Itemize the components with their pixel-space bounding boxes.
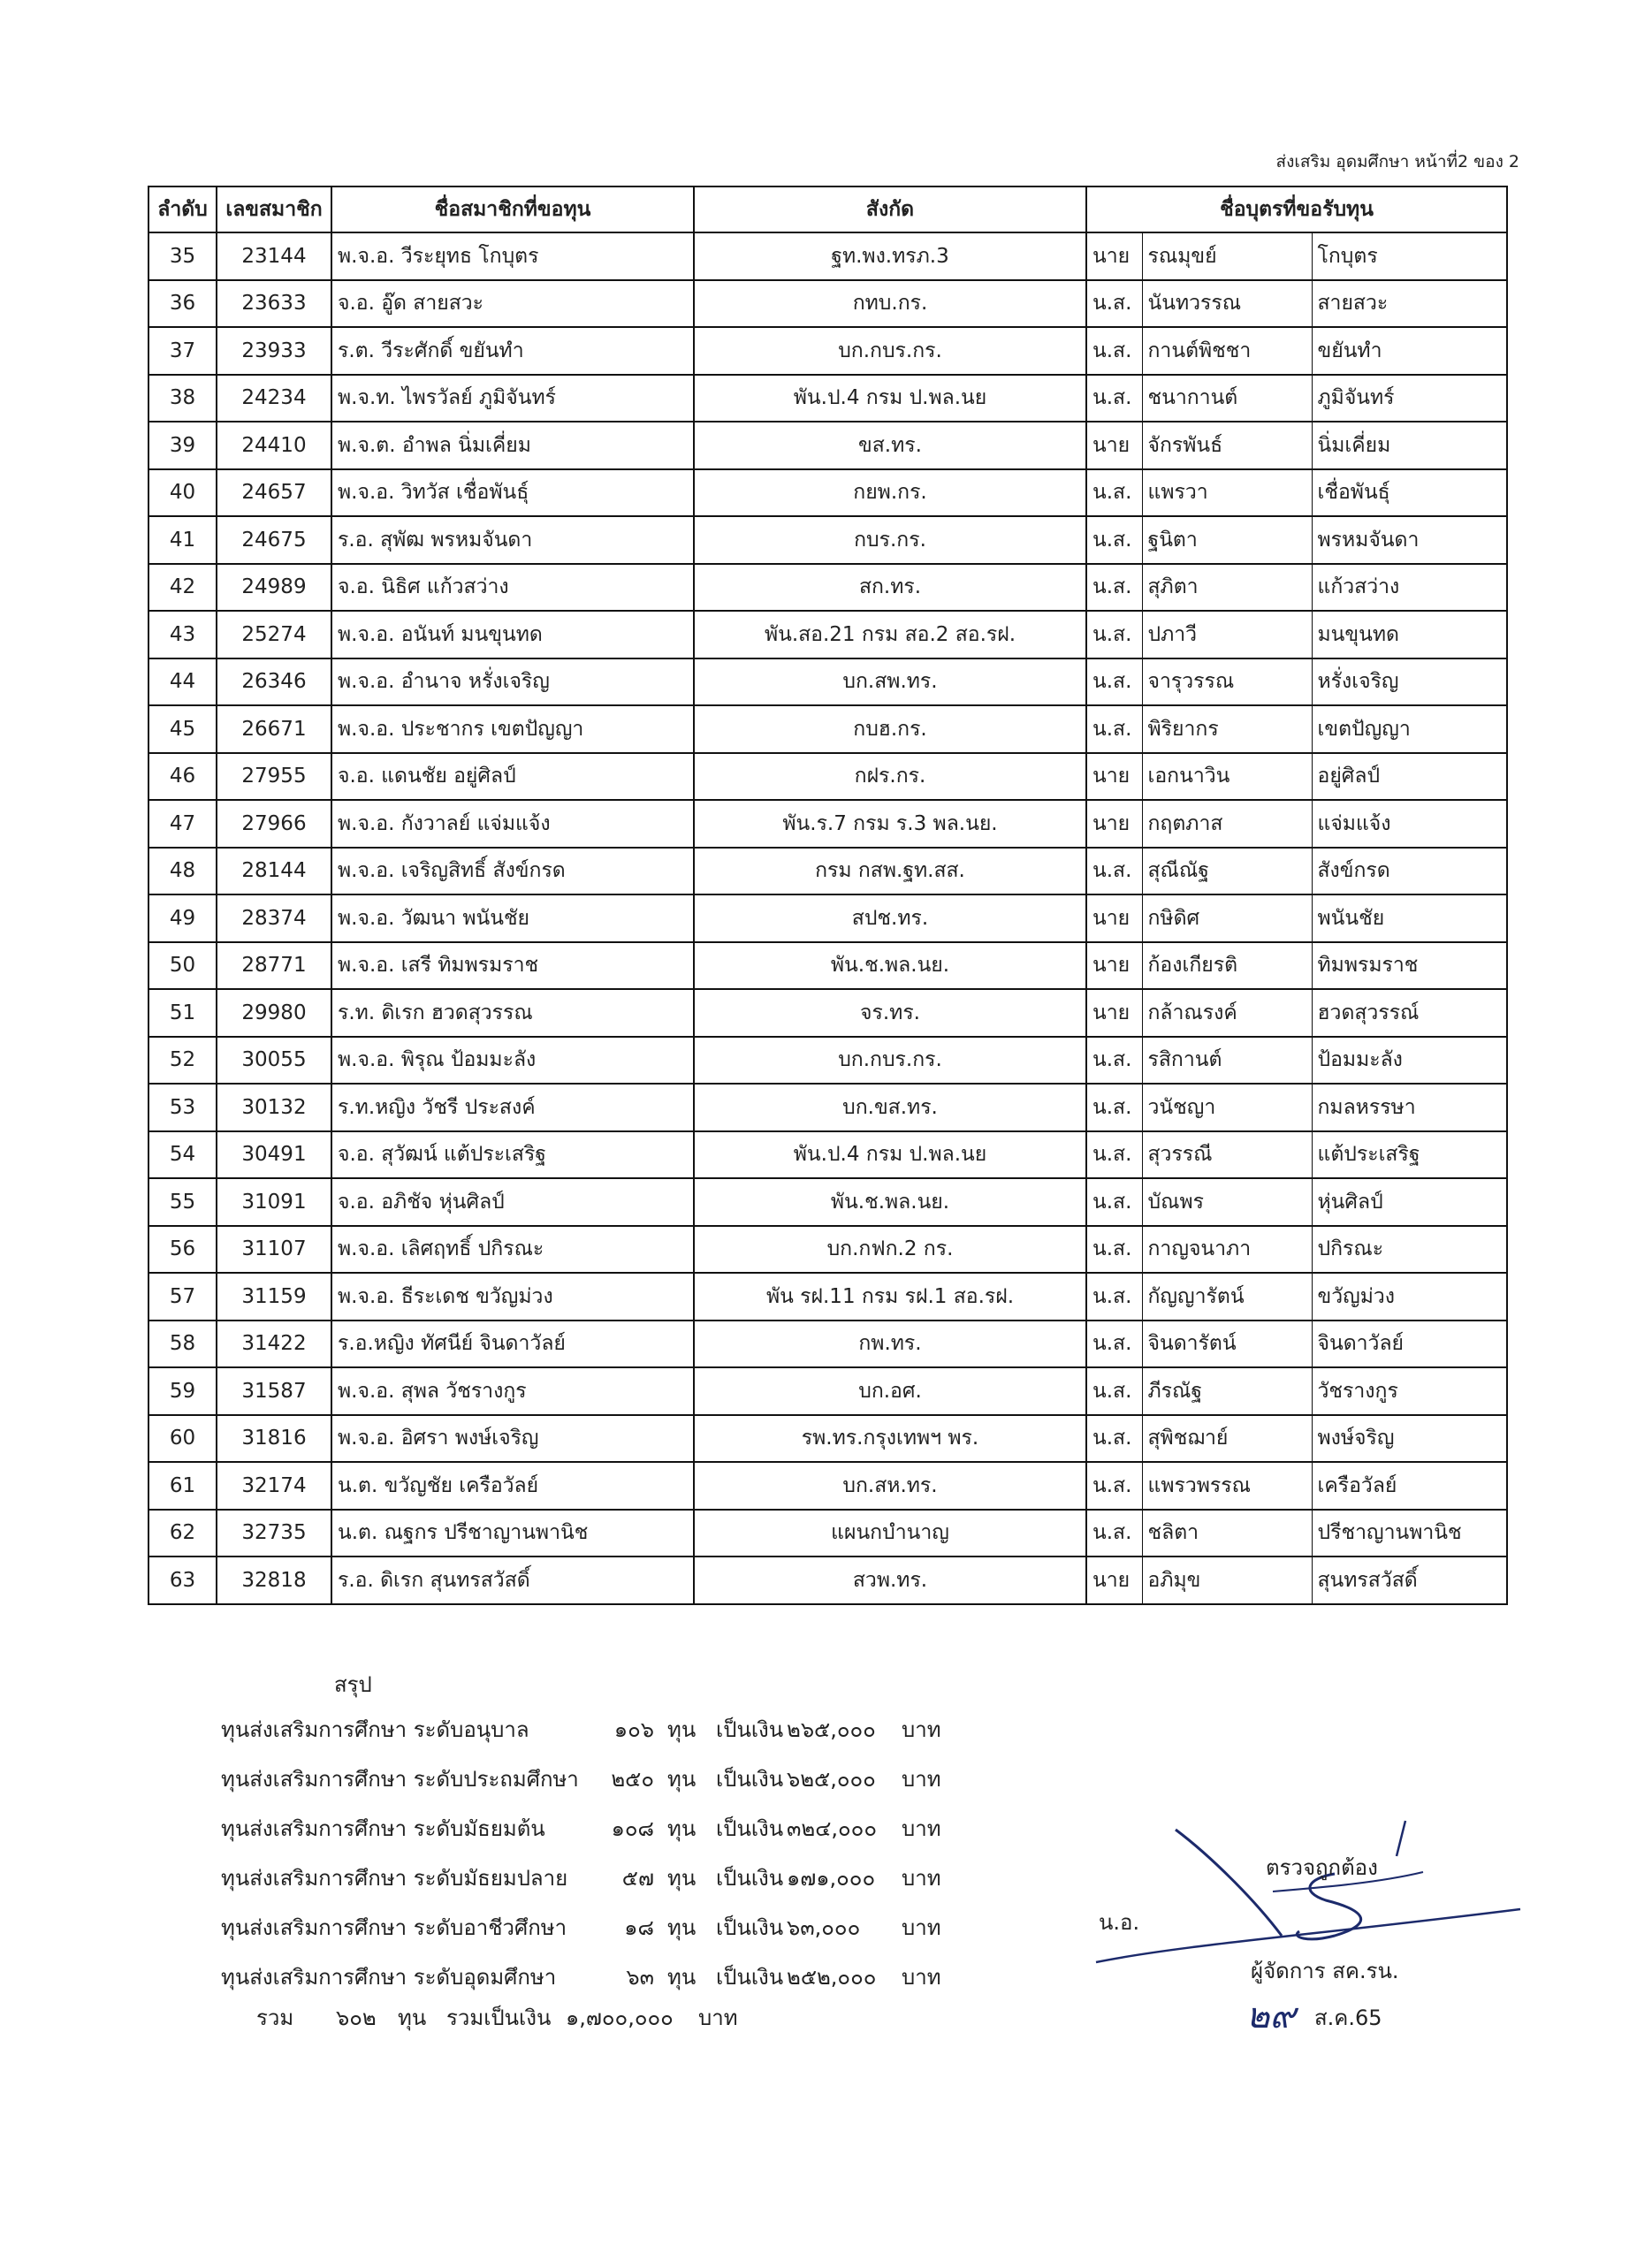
cell-order: 37 [148, 327, 217, 375]
cell-child-last-name: ขยันทำ [1312, 327, 1507, 375]
cell-child-title: น.ส. [1086, 611, 1142, 658]
cell-unit: พัน.ช.พล.นย. [694, 1178, 1086, 1226]
cell-unit: บก.สพ.ทร. [694, 658, 1086, 706]
cell-child-title: น.ส. [1086, 375, 1142, 422]
header-child-name: ชื่อบุตรที่ขอรับทุน [1086, 186, 1507, 232]
cell-order: 54 [148, 1131, 217, 1179]
cell-member-no: 30491 [217, 1131, 331, 1179]
cell-member-no: 31091 [217, 1178, 331, 1226]
cell-order: 55 [148, 1178, 217, 1226]
summary-amount: ๖๒๕,๐๐๐ [787, 1767, 876, 1792]
cell-order: 60 [148, 1415, 217, 1463]
cell-unit: สวพ.ทร. [694, 1557, 1086, 1604]
cell-child-first-name: ฐนิตา [1142, 516, 1312, 564]
cell-child-first-name: สุพิชฌาย์ [1142, 1415, 1312, 1463]
cell-child-last-name: ปกิรณะ [1312, 1226, 1507, 1274]
cell-child-title: นาย [1086, 800, 1142, 848]
summary-as: เป็นเงิน [716, 1915, 784, 1940]
table-row [148, 705, 1507, 753]
cell-child-last-name: ปรีชาญานพานิช [1312, 1510, 1507, 1557]
cell-child-last-name: พรหมจันดา [1312, 516, 1507, 564]
cell-member-name: ร.อ. ดิเรก สุนทรสวัสดิ์ [331, 1557, 694, 1604]
cell-member-no: 28374 [217, 894, 331, 942]
cell-member-no: 26671 [217, 705, 331, 753]
cell-child-title: น.ส. [1086, 327, 1142, 375]
cell-child-first-name: จักรพันธ์ [1142, 422, 1312, 469]
cell-member-no: 24675 [217, 516, 331, 564]
cell-child-first-name: แพรวา [1142, 469, 1312, 517]
signer-position: ผู้จัดการ สค.รน. [1251, 1959, 1399, 1983]
cell-order: 53 [148, 1084, 217, 1131]
summary-as: เป็นเงิน [716, 1767, 784, 1792]
cell-child-last-name: เครือวัลย์ [1312, 1462, 1507, 1510]
summary-amount: ๑๗๑,๐๐๐ [787, 1866, 876, 1891]
cell-unit: พัน.ช.พล.นย. [694, 942, 1086, 990]
cell-unit: สปช.ทร. [694, 894, 1086, 942]
cell-child-last-name: จินดาวัลย์ [1312, 1321, 1507, 1368]
cell-member-no: 29980 [217, 989, 331, 1037]
cell-child-first-name: สุวรรณี [1142, 1131, 1312, 1179]
cell-child-title: น.ส. [1086, 1226, 1142, 1274]
cell-unit: บก.กบร.กร. [694, 327, 1086, 375]
table-body [148, 232, 1507, 1604]
cell-child-title: นาย [1086, 232, 1142, 280]
cell-member-name: พ.จ.อ. วัฒนา พนันชัย [331, 894, 694, 942]
cell-child-first-name: ก้องเกียรติ [1142, 942, 1312, 990]
cell-child-title: น.ส. [1086, 1037, 1142, 1085]
cell-child-first-name: จินดารัตน์ [1142, 1321, 1312, 1368]
cell-child-title: น.ส. [1086, 1462, 1142, 1510]
cell-child-first-name: เอกนาวิน [1142, 753, 1312, 801]
cell-unit: พัน.ป.4 กรม ป.พล.นย [694, 1131, 1086, 1179]
header-unit: สังกัด [694, 186, 1086, 232]
table-row [148, 1131, 1507, 1179]
cell-member-no: 23144 [217, 232, 331, 280]
cell-order: 57 [148, 1273, 217, 1321]
cell-unit: กยพ.กร. [694, 469, 1086, 517]
cell-unit: ขส.ทร. [694, 422, 1086, 469]
cell-order: 48 [148, 848, 217, 895]
cell-child-title: น.ส. [1086, 848, 1142, 895]
cell-child-last-name: กมลหรรษา [1312, 1084, 1507, 1131]
cell-child-first-name: รณมุขย์ [1142, 232, 1312, 280]
cell-child-title: น.ส. [1086, 1415, 1142, 1463]
cell-member-no: 30055 [217, 1037, 331, 1085]
cell-member-no: 24989 [217, 564, 331, 612]
summary-unit: ทุน [667, 1915, 697, 1940]
signer-rank: น.อ. [1099, 1910, 1140, 1935]
cell-child-last-name: เขตปัญญา [1312, 705, 1507, 753]
cell-unit: พัน.ป.4 กรม ป.พล.นย [694, 375, 1086, 422]
cell-member-no: 28144 [217, 848, 331, 895]
cell-order: 49 [148, 894, 217, 942]
cell-child-last-name: พงษ์จริญ [1312, 1415, 1507, 1463]
cell-member-no: 24657 [217, 469, 331, 517]
summary-unit: ทุน [667, 1866, 697, 1891]
cell-order: 52 [148, 1037, 217, 1085]
verified-label: ตรวจถูกต้อง [1266, 1855, 1378, 1880]
cell-member-name: พ.จ.อ. เจริญสิทธิ์ สังข์กรด [331, 848, 694, 895]
cell-child-first-name: ปภาวี [1142, 611, 1312, 658]
cell-member-name: ร.ต. วีระศักดิ์ ขยันทำ [331, 327, 694, 375]
cell-child-first-name: แพรวพรรณ [1142, 1462, 1312, 1510]
table-row [148, 989, 1507, 1037]
cell-member-name: พ.จ.อ. สุพล วัชรางกูร [331, 1367, 694, 1415]
summary-currency: บาท [902, 1965, 941, 1990]
summary-currency: บาท [902, 1866, 941, 1891]
summary-unit: ทุน [667, 1965, 697, 1990]
cell-child-title: น.ส. [1086, 516, 1142, 564]
cell-unit: กฝร.กร. [694, 753, 1086, 801]
summary-count: ๖๓ [626, 1965, 654, 1990]
cell-child-last-name: อยู่ศิลป์ [1312, 753, 1507, 801]
cell-member-no: 31107 [217, 1226, 331, 1274]
cell-order: 44 [148, 658, 217, 706]
cell-member-name: พ.จ.ท. ไพรวัลย์ ภูมิจันทร์ [331, 375, 694, 422]
cell-member-name: จ.อ. สุวัฒน์ แต้ประเสริฐ [331, 1131, 694, 1179]
cell-member-no: 31587 [217, 1367, 331, 1415]
cell-child-last-name: ป้อมมะลัง [1312, 1037, 1507, 1085]
cell-order: 36 [148, 280, 217, 328]
cell-unit: พัน.ร.7 กรม ร.3 พล.นย. [694, 800, 1086, 848]
cell-child-last-name: หุ่นศิลป์ [1312, 1178, 1507, 1226]
cell-unit: พัน รฝ.11 กรม รฝ.1 สอ.รฝ. [694, 1273, 1086, 1321]
summary-label: ทุนส่งเสริมการศึกษา ระดับประถมศึกษา [221, 1767, 579, 1792]
cell-member-no: 23633 [217, 280, 331, 328]
cell-order: 38 [148, 375, 217, 422]
cell-child-first-name: กฤตภาส [1142, 800, 1312, 848]
header-member-no: เลขสมาชิก [217, 186, 331, 232]
summary-unit: ทุน [667, 1816, 697, 1841]
summary-label: ทุนส่งเสริมการศึกษา ระดับอาชีวศึกษา [221, 1915, 567, 1940]
cell-child-first-name: พิริยากร [1142, 705, 1312, 753]
table-row [148, 611, 1507, 658]
cell-unit: กบร.กร. [694, 516, 1086, 564]
summary-as: เป็นเงิน [716, 1965, 784, 1990]
cell-unit: กทบ.กร. [694, 280, 1086, 328]
cell-member-name: จ.อ. อภิชัจ หุ่นศิลป์ [331, 1178, 694, 1226]
cell-child-last-name: สายสวะ [1312, 280, 1507, 328]
table-header-row [148, 186, 1507, 232]
total-unit: ทุน [398, 2006, 427, 2030]
cell-child-title: น.ส. [1086, 280, 1142, 328]
cell-child-first-name: นันทวรรณ [1142, 280, 1312, 328]
table-row [148, 1321, 1507, 1368]
cell-child-title: น.ส. [1086, 1510, 1142, 1557]
cell-child-first-name: กานต์พิชชา [1142, 327, 1312, 375]
header-order: ลำดับ [148, 186, 217, 232]
table-row [148, 469, 1507, 517]
cell-unit: สก.ทร. [694, 564, 1086, 612]
cell-child-last-name: เชื่อพันธุ์ [1312, 469, 1507, 517]
table-row [148, 800, 1507, 848]
cell-child-first-name: กัญญารัตน์ [1142, 1273, 1312, 1321]
cell-member-no: 25274 [217, 611, 331, 658]
summary-count: ๕๗ [621, 1866, 654, 1891]
cell-member-name: พ.จ.อ. กังวาลย์ แจ่มแจ้ง [331, 800, 694, 848]
cell-unit: แผนกบำนาญ [694, 1510, 1086, 1557]
table-row [148, 1037, 1507, 1085]
cell-child-first-name: กษิดิศ [1142, 894, 1312, 942]
cell-member-name: ร.ท.หญิง วัชรี ประสงค์ [331, 1084, 694, 1131]
table-row [148, 280, 1507, 328]
cell-child-first-name: บัณพร [1142, 1178, 1312, 1226]
summary-unit: ทุน [667, 1767, 697, 1792]
cell-unit: กพ.ทร. [694, 1321, 1086, 1368]
table-row [148, 1557, 1507, 1604]
cell-child-last-name: ภูมิจันทร์ [1312, 375, 1507, 422]
cell-order: 46 [148, 753, 217, 801]
cell-child-first-name: รสิกานต์ [1142, 1037, 1312, 1085]
cell-child-first-name: กล้าณรงค์ [1142, 989, 1312, 1037]
cell-unit: บก.อศ. [694, 1367, 1086, 1415]
summary-label: ทุนส่งเสริมการศึกษา ระดับอนุบาล [221, 1717, 529, 1742]
cell-member-no: 31816 [217, 1415, 331, 1463]
cell-order: 59 [148, 1367, 217, 1415]
cell-member-name: พ.จ.ต. อำพล นิ่มเคี่ยม [331, 422, 694, 469]
cell-child-title: น.ส. [1086, 469, 1142, 517]
cell-unit: รพ.ทร.กรุงเทพฯ พร. [694, 1415, 1086, 1463]
cell-order: 58 [148, 1321, 217, 1368]
table-row [148, 1273, 1507, 1321]
cell-member-name: พ.จ.อ. เสรี ทิมพรมราช [331, 942, 694, 990]
table-row [148, 658, 1507, 706]
table-row [148, 848, 1507, 895]
table-row [148, 1226, 1507, 1274]
cell-member-no: 32818 [217, 1557, 331, 1604]
cell-child-title: น.ส. [1086, 658, 1142, 706]
cell-child-last-name: นิ่มเคี่ยม [1312, 422, 1507, 469]
table-row [148, 516, 1507, 564]
table-row [148, 1178, 1507, 1226]
cell-member-name: พ.จ.อ. อำนาจ หรั่งเจริญ [331, 658, 694, 706]
cell-unit: ฐท.พง.ทรภ.3 [694, 232, 1086, 280]
cell-child-title: น.ส. [1086, 1084, 1142, 1131]
table-row [148, 1415, 1507, 1463]
cell-member-name: จ.อ. อู๊ด สายสวะ [331, 280, 694, 328]
cell-child-first-name: สุภิตา [1142, 564, 1312, 612]
table-row [148, 1367, 1507, 1415]
summary-heading: สรุป [334, 1672, 372, 1697]
cell-child-title: นาย [1086, 989, 1142, 1037]
cell-child-last-name: หรั่งเจริญ [1312, 658, 1507, 706]
cell-child-last-name: แก้วสว่าง [1312, 564, 1507, 612]
cell-member-name: พ.จ.อ. วิทวัส เชื่อพันธุ์ [331, 469, 694, 517]
member-table [148, 186, 1508, 1605]
cell-member-name: พ.จ.อ. เลิศฤทธิ์ ปกิรณะ [331, 1226, 694, 1274]
table-row [148, 942, 1507, 990]
cell-child-title: น.ส. [1086, 1131, 1142, 1179]
summary-as: เป็นเงิน [716, 1866, 784, 1891]
summary-amount: ๓๒๔,๐๐๐ [787, 1816, 877, 1841]
cell-member-no: 32735 [217, 1510, 331, 1557]
cell-member-name: พ.จ.อ. ประชากร เขตปัญญา [331, 705, 694, 753]
cell-unit: บก.สห.ทร. [694, 1462, 1086, 1510]
cell-member-no: 27966 [217, 800, 331, 848]
cell-child-title: นาย [1086, 894, 1142, 942]
cell-order: 62 [148, 1510, 217, 1557]
cell-unit: บก.กฟก.2 กร. [694, 1226, 1086, 1274]
cell-child-last-name: แจ่มแจ้ง [1312, 800, 1507, 848]
summary-currency: บาท [902, 1816, 941, 1841]
cell-member-name: ร.ท. ดิเรก ฮวดสุวรรณ [331, 989, 694, 1037]
cell-member-name: จ.อ. นิธิศ แก้วสว่าง [331, 564, 694, 612]
cell-order: 63 [148, 1557, 217, 1604]
cell-member-no: 31159 [217, 1273, 331, 1321]
cell-child-title: นาย [1086, 753, 1142, 801]
cell-child-first-name: จารุวรรณ [1142, 658, 1312, 706]
cell-member-no: 32174 [217, 1462, 331, 1510]
cell-member-no: 28771 [217, 942, 331, 990]
table-row [148, 753, 1507, 801]
cell-member-name: น.ต. ขวัญชัย เครือวัลย์ [331, 1462, 694, 1510]
cell-child-last-name: ฮวดสุวรรณ์ [1312, 989, 1507, 1037]
summary-count: ๑๘ [624, 1915, 654, 1940]
cell-child-last-name: ขวัญม่วง [1312, 1273, 1507, 1321]
cell-order: 45 [148, 705, 217, 753]
cell-member-name: พ.จ.อ. อิศรา พงษ์เจริญ [331, 1415, 694, 1463]
summary-currency: บาท [902, 1915, 941, 1940]
date-day-handwritten: ๒๙ [1246, 1996, 1296, 2036]
cell-child-title: น.ส. [1086, 705, 1142, 753]
cell-unit: พัน.สอ.21 กรม สอ.2 สอ.รฝ. [694, 611, 1086, 658]
cell-order: 51 [148, 989, 217, 1037]
summary-label: ทุนส่งเสริมการศึกษา ระดับมัธยมปลาย [221, 1866, 568, 1891]
cell-member-no: 26346 [217, 658, 331, 706]
cell-child-first-name: กาญจนาภา [1142, 1226, 1312, 1274]
page-header: ส่งเสริม อุดมศึกษา หน้าที่2 ของ 2 [1275, 152, 1519, 171]
summary-currency: บาท [902, 1717, 941, 1742]
cell-child-last-name: แต้ประเสริฐ [1312, 1131, 1507, 1179]
cell-child-title: น.ส. [1086, 1178, 1142, 1226]
cell-member-name: พ.จ.อ. ธีระเดช ขวัญม่วง [331, 1273, 694, 1321]
table-row [148, 375, 1507, 422]
total-count: ๖๐๒ [336, 2006, 377, 2030]
cell-child-first-name: สุณีณัฐ [1142, 848, 1312, 895]
summary-count: ๒๕๐ [611, 1767, 654, 1792]
cell-member-name: พ.จ.อ. อนันท์ มนขุนทด [331, 611, 694, 658]
cell-order: 40 [148, 469, 217, 517]
cell-child-first-name: อภิมุข [1142, 1557, 1312, 1604]
summary-currency: บาท [902, 1767, 941, 1792]
total-label: รวม [256, 2006, 294, 2030]
cell-child-last-name: สุนทรสวัสดิ์ [1312, 1557, 1507, 1604]
cell-child-title: น.ส. [1086, 1321, 1142, 1368]
cell-unit: บก.ขส.ทร. [694, 1084, 1086, 1131]
cell-child-title: นาย [1086, 942, 1142, 990]
cell-child-last-name: สังข์กรด [1312, 848, 1507, 895]
header-member-name: ชื่อสมาชิกที่ขอทุน [331, 186, 694, 232]
table-row [148, 1084, 1507, 1131]
cell-order: 61 [148, 1462, 217, 1510]
summary-unit: ทุน [667, 1717, 697, 1742]
summary-label: ทุนส่งเสริมการศึกษา ระดับอุดมศึกษา [221, 1965, 557, 1990]
cell-child-first-name: ภีรณัฐ [1142, 1367, 1312, 1415]
cell-unit: กรม กสพ.ฐท.สส. [694, 848, 1086, 895]
table-row [148, 1510, 1507, 1557]
cell-child-first-name: วนัชญา [1142, 1084, 1312, 1131]
cell-member-no: 23933 [217, 327, 331, 375]
cell-member-name: น.ต. ณฐกร ปรีชาญานพานิช [331, 1510, 694, 1557]
cell-child-last-name: วัชรางกูร [1312, 1367, 1507, 1415]
cell-order: 56 [148, 1226, 217, 1274]
cell-member-name: พ.จ.อ. พิรุณ ป้อมมะลัง [331, 1037, 694, 1085]
total-amount: ๑,๗๐๐,๐๐๐ [566, 2006, 674, 2030]
summary-amount: ๖๓,๐๐๐ [787, 1915, 861, 1940]
summary-as: เป็นเงิน [716, 1717, 784, 1742]
cell-member-no: 24410 [217, 422, 331, 469]
cell-child-last-name: โกบุตร [1312, 232, 1507, 280]
cell-unit: กบฮ.กร. [694, 705, 1086, 753]
cell-member-name: พ.จ.อ. วีระยุทธ โกบุตร [331, 232, 694, 280]
summary-amount: ๒๖๕,๐๐๐ [787, 1717, 876, 1742]
summary-label: ทุนส่งเสริมการศึกษา ระดับมัธยมต้น [221, 1816, 545, 1841]
summary-count: ๑๐๖ [613, 1717, 654, 1742]
cell-member-name: ร.อ. สุพัฒ พรหมจันดา [331, 516, 694, 564]
cell-member-no: 30132 [217, 1084, 331, 1131]
cell-child-title: น.ส. [1086, 1273, 1142, 1321]
table-row [148, 564, 1507, 612]
summary-as: เป็นเงิน [716, 1816, 784, 1841]
table-row [148, 232, 1507, 280]
cell-order: 43 [148, 611, 217, 658]
table-row [148, 327, 1507, 375]
total-as: รวมเป็นเงิน [446, 2006, 552, 2030]
cell-unit: จร.ทร. [694, 989, 1086, 1037]
summary-amount: ๒๕๒,๐๐๐ [787, 1965, 877, 1990]
cell-child-title: น.ส. [1086, 1367, 1142, 1415]
cell-child-first-name: ชลิตา [1142, 1510, 1312, 1557]
table-row [148, 1462, 1507, 1510]
summary-count: ๑๐๘ [611, 1816, 654, 1841]
cell-child-last-name: ทิมพรมราช [1312, 942, 1507, 990]
cell-child-first-name: ชนากานต์ [1142, 375, 1312, 422]
cell-order: 41 [148, 516, 217, 564]
table-row [148, 894, 1507, 942]
cell-order: 47 [148, 800, 217, 848]
cell-member-no: 24234 [217, 375, 331, 422]
total-currency: บาท [698, 2006, 738, 2030]
cell-member-no: 27955 [217, 753, 331, 801]
date-month-year: ส.ค.65 [1314, 2006, 1382, 2030]
table-row [148, 422, 1507, 469]
cell-child-last-name: มนขุนทด [1312, 611, 1507, 658]
cell-unit: บก.กบร.กร. [694, 1037, 1086, 1085]
cell-child-last-name: พนันชัย [1312, 894, 1507, 942]
cell-member-name: จ.อ. แดนชัย อยู่ศิลป์ [331, 753, 694, 801]
cell-order: 35 [148, 232, 217, 280]
cell-child-title: นาย [1086, 1557, 1142, 1604]
cell-member-name: ร.อ.หญิง ทัศนีย์ จินดาวัลย์ [331, 1321, 694, 1368]
cell-child-title: นาย [1086, 422, 1142, 469]
cell-member-no: 31422 [217, 1321, 331, 1368]
cell-child-title: น.ส. [1086, 564, 1142, 612]
cell-order: 50 [148, 942, 217, 990]
cell-order: 39 [148, 422, 217, 469]
cell-order: 42 [148, 564, 217, 612]
